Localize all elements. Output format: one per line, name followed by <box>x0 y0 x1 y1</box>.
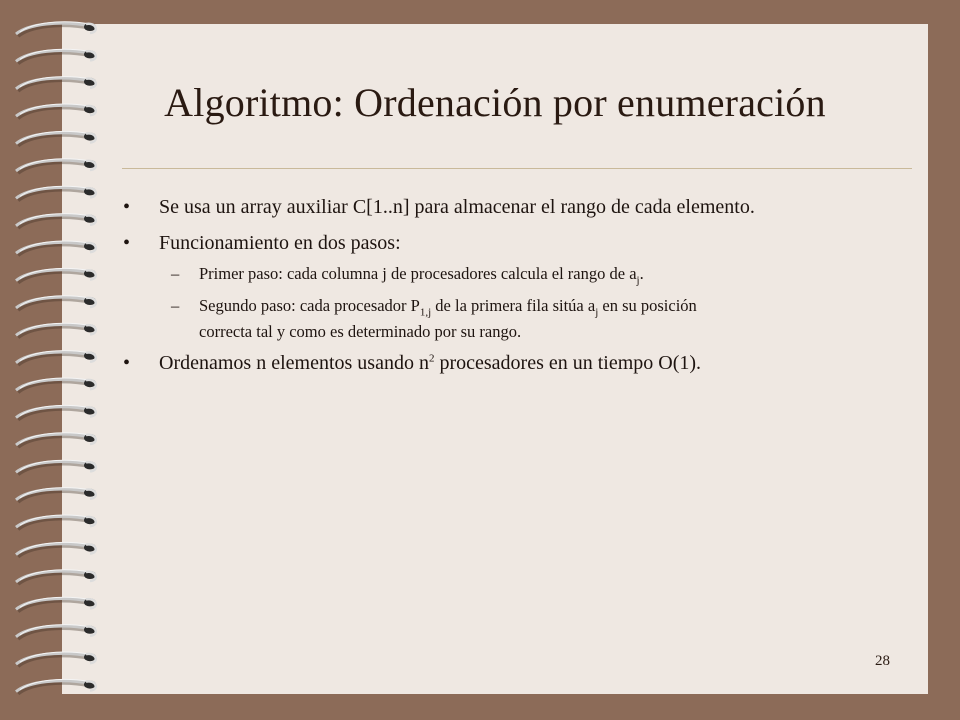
slide-page <box>62 24 928 694</box>
spiral-ring-icon <box>16 679 96 693</box>
spiral-ring-icon <box>16 488 96 502</box>
spiral-ring-icon <box>16 296 96 310</box>
bullet-item <box>123 232 401 255</box>
spiral-ring-icon <box>16 405 96 419</box>
spiral-ring-icon <box>16 49 96 63</box>
bullet-text: Ordenamos n elementos usando n <box>159 352 429 374</box>
sub-bullet-text-line2: correcta tal y como es determinado por su rango. <box>199 322 522 342</box>
sub-bullet-text-end: . <box>639 264 644 283</box>
spiral-ring-icon <box>16 652 96 666</box>
spiral-ring-icon <box>16 268 96 282</box>
sub-bullet-text-end: en su posición <box>598 296 697 315</box>
subscript: j <box>636 274 640 287</box>
spiral-ring-icon <box>16 241 96 255</box>
spiral-ring-icon <box>16 378 96 392</box>
title-divider <box>122 168 912 169</box>
sub-bullet-text: Primer paso: cada columna j de procesadores calcula el rango de a <box>199 264 637 283</box>
spiral-ring-icon <box>16 104 96 118</box>
spiral-ring-icon <box>16 433 96 447</box>
spiral-ring-icon <box>16 625 96 639</box>
sub-bullet-item <box>171 296 899 342</box>
bullet-dot: • <box>123 232 131 254</box>
spiral-ring-icon <box>16 542 96 556</box>
bullet-text: Se usa un array auxiliar C[1..n] para almacenar el rango de cada elemento. <box>159 196 755 218</box>
spiral-ring-icon <box>16 159 96 173</box>
spiral-ring-icon <box>16 131 96 145</box>
bullet-text: Funcionamiento en dos pasos: <box>159 232 401 254</box>
spiral-ring-icon <box>16 22 96 36</box>
sub-bullet-text-mid: de la primera fila sitúa a <box>431 296 596 315</box>
spiral-ring-icon <box>16 597 96 611</box>
superscript: 2 <box>428 352 435 365</box>
spiral-ring-icon <box>16 570 96 584</box>
bullet-text-end: procesadores en un tiempo O(1). <box>434 352 702 374</box>
sub-bullet-text: Segundo paso: cada procesador P <box>199 296 420 315</box>
sub-bullet-dash: – <box>171 264 180 283</box>
bullet-item <box>123 352 702 375</box>
subscript: 1,j <box>419 306 432 319</box>
sub-bullet-item <box>171 264 644 290</box>
spiral-ring-icon <box>16 323 96 337</box>
spiral-ring-icon <box>16 186 96 200</box>
bullet-dot: • <box>123 352 131 374</box>
spiral-binding-icon <box>0 0 130 720</box>
sub-bullet-dash: – <box>171 296 180 315</box>
spiral-ring-icon <box>16 515 96 529</box>
spiral-ring-icon <box>16 214 96 228</box>
bullet-dot: • <box>123 196 131 218</box>
spiral-ring-icon <box>16 460 96 474</box>
page-number: 28 <box>875 653 890 669</box>
spiral-ring-icon <box>16 351 96 365</box>
bullet-item <box>123 196 755 219</box>
slide-title: Algoritmo: Ordenación por enumeración <box>164 80 826 125</box>
spiral-ring-icon <box>16 77 96 91</box>
subscript: j <box>595 306 599 319</box>
